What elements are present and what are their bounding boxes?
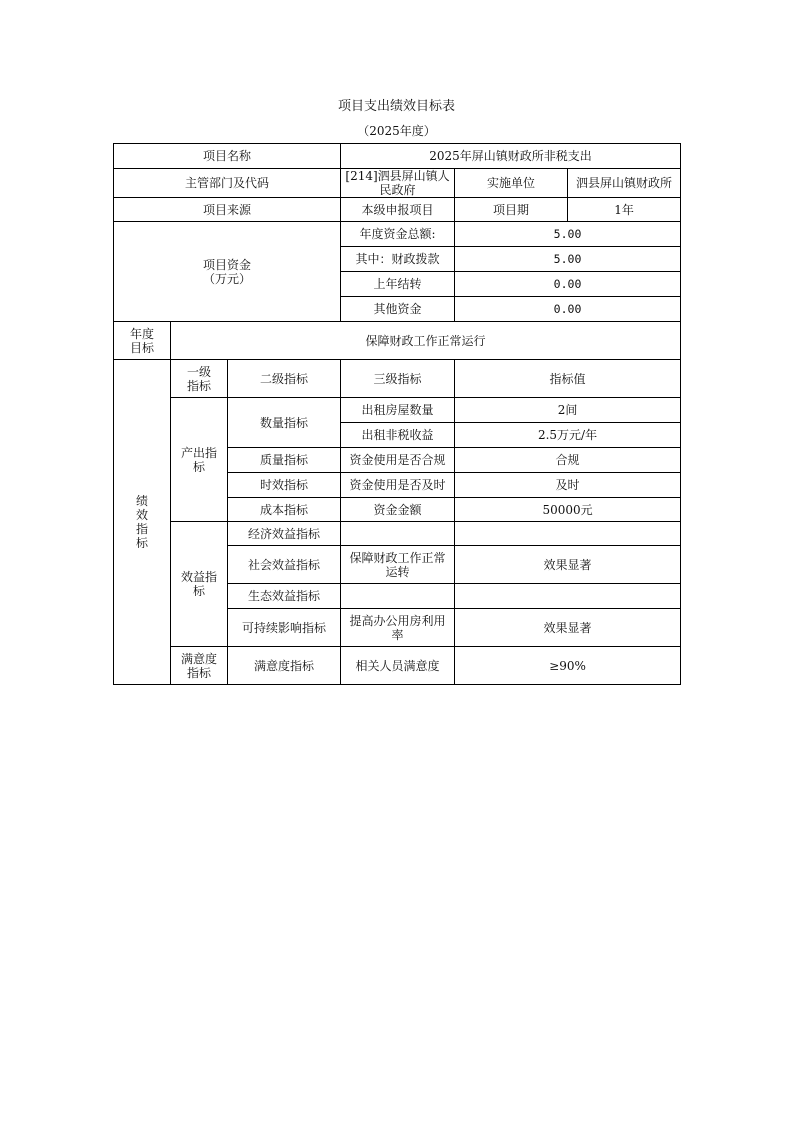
benefit-label: 效益指 标: [171, 522, 228, 647]
table-row: [114, 198, 681, 222]
header-level2: 二级指标: [228, 360, 341, 398]
funds-total-label: 年度资金总额:: [341, 222, 455, 247]
table-row: [114, 222, 681, 247]
satisfaction-label: 满意度 指标: [171, 647, 228, 685]
sustain-label: 可持续影响指标: [228, 609, 341, 647]
eco-label: 生态效益指标: [228, 584, 341, 609]
quantity-label: 数量指标: [228, 398, 341, 448]
period-label: 项目期: [455, 198, 568, 222]
source-label: 项目来源: [114, 198, 341, 222]
satisfaction-name: 相关人员满意度: [341, 647, 455, 685]
table-row: [114, 144, 681, 169]
dept-label: 主管部门及代码: [114, 169, 341, 198]
q2-name: 出租非税收益: [341, 423, 455, 448]
output-label: 产出指 标: [171, 398, 228, 522]
time-label: 时效指标: [228, 473, 341, 498]
funds-carryover-label: 上年结转: [341, 272, 455, 297]
project-name-value: 2025年屏山镇财政所非税支出: [341, 144, 681, 169]
funds-other-label: 其他资金: [341, 297, 455, 322]
quality-label: 质量指标: [228, 448, 341, 473]
sustain-name: 提高办公用房利用 率: [341, 609, 455, 647]
table-row: [114, 322, 681, 360]
quality-value: 合规: [455, 448, 681, 473]
table-row: [114, 522, 681, 546]
header-level3: 三级指标: [341, 360, 455, 398]
funds-carryover-value: 0.00: [455, 272, 681, 297]
economic-value: [455, 522, 681, 546]
q2-value: 2.5万元/年: [455, 423, 681, 448]
unit-label: 实施单位: [455, 169, 568, 198]
economic-name: [341, 522, 455, 546]
indicators-group-label: 绩 效 指 标: [114, 360, 171, 685]
satisfaction-level2: 满意度指标: [228, 647, 341, 685]
table-row: [114, 360, 681, 398]
time-value: 及时: [455, 473, 681, 498]
table-row: [114, 398, 681, 423]
project-name-label: 项目名称: [114, 144, 341, 169]
eco-name: [341, 584, 455, 609]
q1-name: 出租房屋数量: [341, 398, 455, 423]
sustain-value: 效果显著: [455, 609, 681, 647]
unit-value: 泗县屏山镇财政所: [568, 169, 681, 198]
social-value: 效果显著: [455, 546, 681, 584]
funds-other-value: 0.00: [455, 297, 681, 322]
table-row: [114, 169, 681, 198]
cost-name: 资金金额: [341, 498, 455, 522]
economic-label: 经济效益指标: [228, 522, 341, 546]
q1-value: 2间: [455, 398, 681, 423]
funds-total-value: 5.00: [455, 222, 681, 247]
quality-name: 资金使用是否合规: [341, 448, 455, 473]
funds-fiscal-value: 5.00: [455, 247, 681, 272]
eco-value: [455, 584, 681, 609]
funds-label: 项目资金 （万元）: [114, 222, 341, 322]
cost-value: 50000元: [455, 498, 681, 522]
funds-fiscal-label: 其中：财政拨款: [341, 247, 455, 272]
satisfaction-value: ≥90%: [455, 647, 681, 685]
period-value: 1年: [568, 198, 681, 222]
header-level1: 一级 指标: [171, 360, 228, 398]
performance-table: [113, 143, 681, 685]
time-name: 资金使用是否及时: [341, 473, 455, 498]
annual-goal-label: 年度 目标: [114, 322, 171, 360]
document-title: 项目支出绩效目标表: [337, 99, 455, 114]
cost-label: 成本指标: [228, 498, 341, 522]
header-value: 指标值: [455, 360, 681, 398]
social-name: 保障财政工作正常 运转: [341, 546, 455, 584]
document-year: （2025年度）: [357, 124, 436, 138]
social-label: 社会效益指标: [228, 546, 341, 584]
annual-goal-value: 保障财政工作正常运行: [171, 322, 681, 360]
source-value: 本级申报项目: [341, 198, 455, 222]
table-row: [114, 647, 681, 685]
dept-value: [214]泗县屏山镇人民政府: [341, 169, 455, 198]
